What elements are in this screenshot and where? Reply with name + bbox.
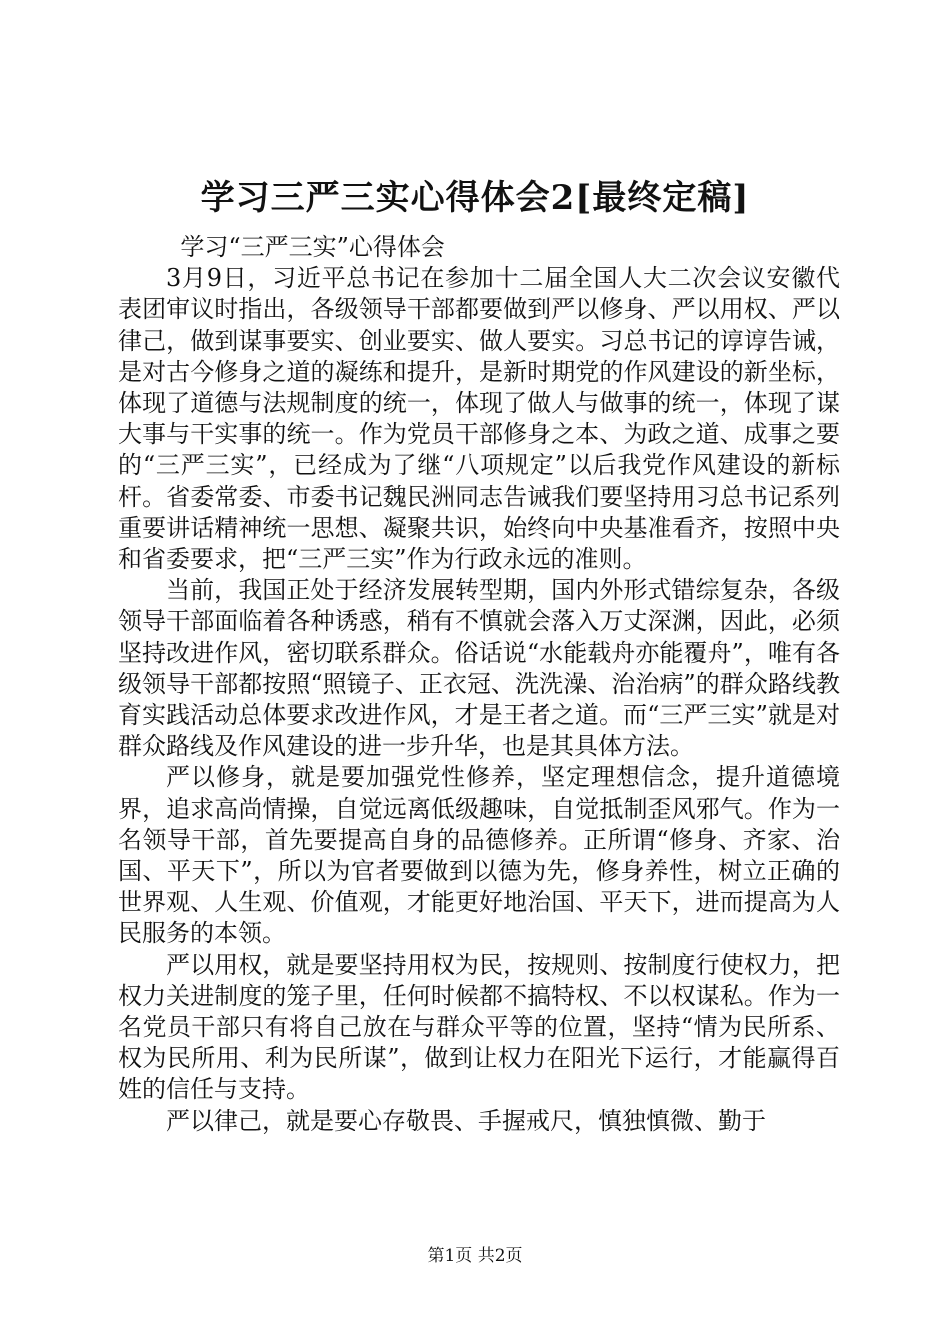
paragraph-self-cultivation: 严以修身，就是要加强党性修养，坚定理想信念，提升道德境界，追求高尚情操，自觉远离低级趣味，自觉抵制歪风邪气。作为一名领导干部，首先要提高自身的品德修养。正所谓“修身、齐家、治国、平天下”，所以为官者要做到以德为先，修身养性，树立正确的世界观、人生观、价值观，才能更好地治国、平天下，进而提高为人民服务的本领。 [118,763,840,948]
document-subtitle: 学习“三严三实”心得体会 [180,233,445,261]
paragraph-current-situation: 当前，我国正处于经济发展转型期，国内外形式错综复杂，各级领导干部面临着各种诱惑，稍有不慎就会落入万丈深渊，因此，必须坚持改进作风，密切联系群众。俗话说“水能载舟亦能覆舟”，唯有各级领导干部都按照“照镜子、正衣冠、洗洗澡、治治病”的群众路线教育实践活动总体要求改进作风，才是王者之道。而“三严三实”就是对群众路线及作风建设的进一步升华，也是其具体方法。 [118,576,840,761]
document-body [118,232,840,1137]
page-indicator: 第1页 共2页 [427,1246,523,1266]
paragraph-intro: 3月9日，习近平总书记在参加十二届全国人大二次会议安徽代表团审议时指出，各级领导干部都要做到严以修身、严以用权、严以律己，做到谋事要实、创业要实、做人要实。习总书记的谆谆告诫，是对古今修身之道的凝练和提升，是新时期党的作风建设的新坐标，体现了道德与法规制度的统一，体现了做人与做事的统一，体现了谋大事与干实事的统一。作为党员干部修身之本、为政之道、成事之要的“三严三实”，已经成为了继“八项规定”以后我党作风建设的新标杆。省委常委、市委书记魏民洲同志告诫我们要坚持用习总书记系列重要讲话精神统一思想、凝聚共识，始终向中央基准看齐，按照中央和省委要求，把“三严三实”作为行政永远的准则。 [118,264,840,574]
paragraph-use-of-power: 严以用权，就是要坚持用权为民，按规则、按制度行使权力，把权力关进制度的笼子里，任何时候都不搞特权、不以权谋私。作为一名党员干部只有将自己放在与群众平等的位置，坚持“情为民所系、权为民所用、利为民所谋”，做到让权力在阳光下运行，才能赢得百姓的信任与支持。 [118,950,840,1104]
paragraph-self-discipline: 严以律己，就是要心存敬畏、手握戒尺，慎独慎微、勤于 [166,1106,766,1135]
document-title: 学习三严三实心得体会2[最终定稿] [200,178,750,218]
